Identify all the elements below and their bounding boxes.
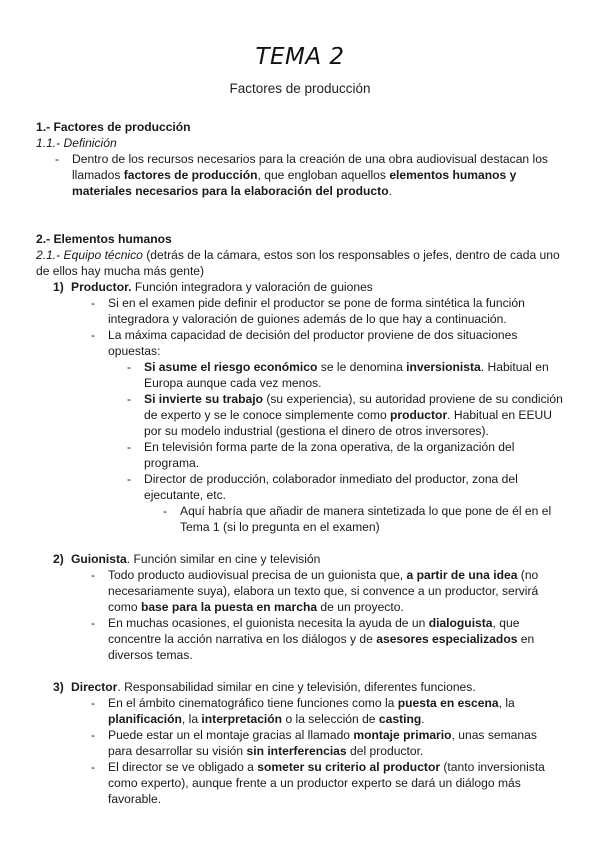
item-number-3: 3): [53, 680, 64, 694]
definition-line-3: materiales necesarios para la elaboración del producto.: [72, 184, 392, 198]
productor-sub-2-line-1: Si invierte su trabajo (su experiencia), su autoridad proviene de su condición: [144, 392, 563, 406]
item-number-2: 2): [53, 552, 64, 566]
productor-sub-1-line-2: Europa aunque cada vez menos.: [144, 376, 322, 390]
bullet-dash: -: [163, 504, 168, 518]
guionista-bullet-1-line-3: como base para la puesta en marcha de un proyecto.: [108, 600, 404, 614]
definition-line-2: llamados factores de producción, que engloban aquellos elementos humanos y: [72, 168, 517, 182]
bullet-dash: -: [91, 696, 96, 710]
bullet-dash: -: [127, 360, 132, 374]
page-title: TEMA 2: [255, 44, 345, 70]
productor-bullet-2-line-2: opuestas:: [108, 344, 161, 358]
item-number-1: 1): [53, 280, 64, 294]
definition-line-1: Dentro de los recursos necesarios para la creación de una obra audiovisual destacan los: [72, 152, 548, 166]
director-bullet-2-line-2: para desarrollar su visión sin interferencias del productor.: [108, 744, 424, 758]
section-1-heading: 1.- Factores de producción: [36, 120, 191, 134]
productor-sub-4-line-2: ejecutante, etc.: [144, 488, 227, 502]
director-bullet-1-line-2: planificación, la interpretación o la selección de casting.: [108, 712, 425, 726]
bullet-dash: -: [91, 760, 96, 774]
bullet-dash: -: [91, 296, 96, 310]
bullet-dash: -: [127, 392, 132, 406]
guionista-bullet-2-line-3: diversos temas.: [108, 648, 193, 662]
section-2-heading: 2.- Elementos humanos: [36, 232, 172, 246]
productor-heading: Productor. Función integradora y valoración de guiones: [71, 280, 373, 294]
productor-sub-3-line-2: programa.: [144, 456, 200, 470]
guionista-heading: Guionista. Función similar en cine y televisión: [71, 552, 321, 566]
productor-sub-1-line-1: Si asume el riesgo económico se le denomina inversionista. Habitual en: [144, 360, 549, 374]
productor-bullet-1-line-2: integradora y valoración de guiones además de lo que hay a continuación.: [108, 312, 507, 326]
bullet-dash: -: [91, 328, 96, 342]
section-2-1-subheading: 2.1.- Equipo técnico (detrás de la cámara, estos son los responsables o jefes, dentro de cada uno: [36, 248, 560, 262]
guionista-bullet-2-line-2: concentre la acción narrativa en los diálogos y de asesores especializados en: [108, 632, 535, 646]
productor-note-line-1: Aquí habría que añadir de manera sintetizada lo que pone de él en el: [180, 504, 552, 518]
bullet-dash: -: [127, 472, 132, 486]
director-bullet-3-line-1: El director se ve obligado a someter su criterio al productor (tanto inversionista: [108, 760, 545, 774]
director-bullet-1-line-1: En el ámbito cinematográfico tiene funciones como la puesta en escena, la: [108, 696, 515, 710]
bullet-dash: -: [91, 616, 96, 630]
page-subtitle: Factores de producción: [229, 81, 371, 96]
director-bullet-3-line-3: favorable.: [108, 792, 162, 806]
productor-bullet-2-line-1: La máxima capacidad de decisión del productor proviene de dos situaciones: [108, 328, 518, 342]
director-bullet-2-line-1: Puede estar un el montaje gracias al llamado montaje primario, unas semanas: [108, 728, 537, 742]
bullet-dash: -: [127, 440, 132, 454]
section-2-1-subheading-line-2: de ellos hay mucha más gente): [36, 264, 205, 278]
productor-sub-3-line-1: En televisión forma parte de la zona operativa, de la organización del: [144, 440, 515, 454]
section-1-1-subheading: 1.1.- Definición: [36, 136, 117, 150]
guionista-bullet-2-line-1: En muchas ocasiones, el guionista necesita la ayuda de un dialoguista, que: [108, 616, 520, 630]
productor-sub-2-line-2: de experto y se le conoce simplemente como productor. Habitual en EEUU: [144, 408, 553, 422]
productor-note-line-2: Tema 1 (si lo pregunta en el examen): [180, 520, 380, 534]
director-heading: Director. Responsabilidad similar en cine y televisión, diferentes funciones.: [71, 680, 476, 694]
guionista-bullet-1-line-2: necesariamente suya), elabora un texto que, si convence a un productor, servirá: [108, 584, 539, 598]
productor-bullet-1-line-1: Si en el examen pide definir el productor se pone de forma sintética la función: [108, 296, 525, 310]
guionista-bullet-1-line-1: Todo producto audiovisual precisa de un guionista que, a partir de una idea (no: [108, 568, 539, 582]
bullet-dash: -: [91, 728, 96, 742]
bullet-dash: -: [55, 152, 60, 166]
bullet-dash: -: [91, 568, 96, 582]
productor-sub-4-line-1: Director de producción, colaborador inmediato del productor, zona del: [144, 472, 518, 486]
productor-sub-2-line-3: por su modelo industrial (gestiona el dinero de otros inversores).: [144, 424, 489, 438]
director-bullet-3-line-2: como experto), aunque frente a un productor experto se dará un diálogo más: [108, 776, 521, 790]
